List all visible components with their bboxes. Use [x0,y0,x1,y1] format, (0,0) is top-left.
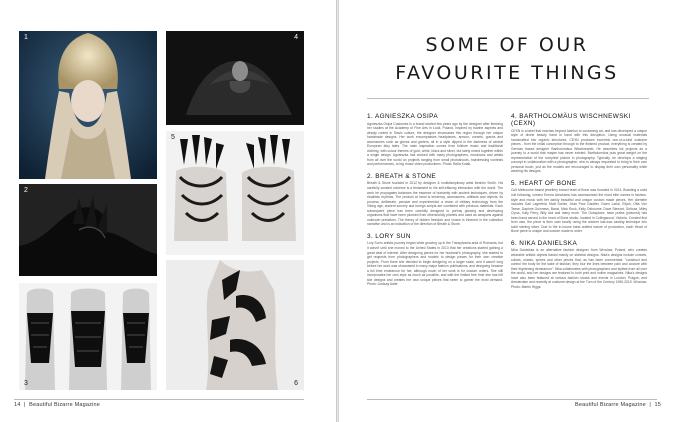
photo-body-art-sculpture [166,260,304,390]
article-column-left [367,113,503,293]
photo-number-6: 6 [294,380,298,387]
entry-heading: 6. NIKA DANIELSKA [511,239,578,247]
article-entry [511,180,647,234]
photo-dark-feathered-figure [166,31,304,125]
entry-heading: 1. AGNIESZKA OSIPA [367,113,439,120]
entry-body: CEXN is a label that reaches beyond fashion to costuming art, and has developed a unique style of divine beauty hand in hand with this disruption. Using unusual materials handcrafted into organic structures, CEXN produces eccentric one-of-a-kind costume pieces - from the initial conception through to the finished product, everything is created by German based designer Bartholomäus Wischnewski. He describes his projects as a journey to a world that maybe has never existed. Bartholomäus puts great weight on the representation of the complete picture in photography. Typically, he develops a staging concept in collaboration with a photographer, who is always requested to bring in their own personal touch, just as the models are encouraged to display their own personality while wearing his designs. [511,128,647,174]
entry-body: Breath & Stone founded in 2012 by designer & multidisciplinary artist Ibrahim Smith. His carefully curated universe is a testament to his self-effacing interaction with the world. The work he propagates balances the essence of humanity with ancient techniques, driven by ritualistic rhythms. The product at hand is tendency, accessories, artifacts and objects, its process, deliberate, pensive and experimental; a vision of military technology from the Viking age, ancient sorcery and foreign scripts are combined with precious materials. Each subsequent piece has been carefully designed to portray glowing and developing organisms that have been plucked from otherworldly planets and used as weapons against unknown predators. The theory of hidden freedom and choice is inherent in the collection narrative and is an indication of the direction of Breath & Stone. [367,181,503,227]
right-magazine-name: Beautiful Bizarre Magazine [574,402,646,408]
article-entry [367,233,503,287]
photo-number-2: 2 [24,187,28,194]
left-footer [14,402,100,408]
right-footer-separator: | [647,402,653,408]
photo-clawed-ring-hands [166,131,304,255]
left-page [0,0,336,422]
photo-black-gloved-hand [19,184,157,276]
left-page-number: 14 [14,402,21,408]
entry-heading: 3. LORY SUN [367,232,411,240]
left-magazine-name: Beautiful Bizarre Magazine [29,402,101,408]
article-entry [511,113,647,174]
photo-corset-mannequins [19,283,157,390]
photo-number-5: 5 [171,134,175,141]
title-rule [367,98,649,99]
right-page-number: 15 [654,402,661,408]
entry-body: Agnieszka Osipa Costumes is a brand started few years ago by the designer after finishing her studies at the Academy of Fine Arts in Łódź, Poland. Inspired by tsarine aspects and deeply rooted in Slavic culture, the designer showcases this region through her unique handmade designs. Her work encompasses headpieces, armour, corsets, gowns and accessories such as gloves and garters, all in a style dipped in the darkness of central European fairy tales. The main inspiration comes from folklore music and traditional clothing, with colour themes of gold, white, black and silver, but lately mixed together within a single design. Agnieszka has worked with many photographers, musicians and artists from all over the world on projects ranging from small photoshoots, hairdressing contests and performances, to big music video productions. Photo: Bella Kotak. [367,121,503,167]
left-footer-separator: | [22,402,28,408]
photo-number-1: 1 [24,34,28,41]
photo-number-3: 3 [24,380,28,387]
article-entry [367,173,503,227]
right-footer [575,402,661,408]
entry-body: Lory Sun's artistic journey began while growing up in the Transylvania area of Romania, but it wasn't until she moved to the United States in 2013 that her creations started gaining a great deal of interest. After designing pieces for her husband's photography, she started to get requests from photographers and models to design pieces for their own creative projects. From there she decided to begin designing on a larger scale, and it wasn't long before her work was showcased in many major fashion publications, and designing became a full time endeavour for her, although much of her work is for custom orders. She still incorporates her own style as much as possible, and with the limited free time she has left she designs and creates her own unique pieces that seem to garner the most demand. Photo: Lindsay Adler. [367,241,503,287]
article-title-line-2: FAVOURITE THINGS [395,62,619,84]
right-footer-rule [367,399,657,400]
article-title-line-1: SOME OF OUR [425,34,589,56]
entry-body: Cult Melbourne based jewellery brand Heart of Bone was founded in 2014. Boasting a solid cult following, creator Emma Abrahams has accessorised the most elite names in fashion, style and music with her darkly beautiful and unique custom made pieces. Her clientele includes Karl Lagerfeld, Matt Sorbie, Jean Paul Gaultier, Gwen Landi, Elijah, Otta Von Teese, Daphne Guinness, Banzi, Mick Rock, Kelly Osbourne, Dave Stewart, Girltoaz, Miley Cyrus, Katy Perry, Billy Idol and many more. The Gobsplace, have praise (pictured) has been hand carved in the heart of Bone studio, located in Collingwood, Victoria. Created first from wax, the piece is then cast locally using the ancient lost-wax casting technique into solid sterling silver. Due to the in-house hand crafted nature of production, each Heart of Bone piece is unique and custom made to order. [511,188,647,234]
article-entry [511,240,647,289]
photo-number-4: 4 [294,34,298,41]
left-footer-rule [14,399,304,400]
entry-body: Nika Danielska is an alternative fashion designer from Wroclaw, Poland, who creates wearable artistic objects based mainly on skeletal designs. Nika's designs include corsets, collars, masks, spines and other pieces that, as has been commented: "construct and control the body for the sake of fashion; they blur the lines between pain and couture with their frightening demeanour". Nika collaborates with photographers and stylists from all over the world, and her designs are featured in both print and online magazines. Nika's designs have also been featured at various fashion shows and events in London, Prague, and Amsterdam and recently at costume design at the Turn of the Century 1990-2015. Wroclaw. Photo: Martin Higgs. [511,248,647,289]
right-page [339,0,675,422]
entry-heading: 4. BARTHOLOMÄUS WISCHNEWSKI (CEXN) [511,113,631,127]
entry-heading: 2. BREATH & STONE [367,172,437,180]
article-column-right [511,113,647,295]
entry-heading: 5. HEART OF BONE [511,179,577,187]
photo-headdress-portrait [19,31,157,179]
article-entry [367,113,503,167]
